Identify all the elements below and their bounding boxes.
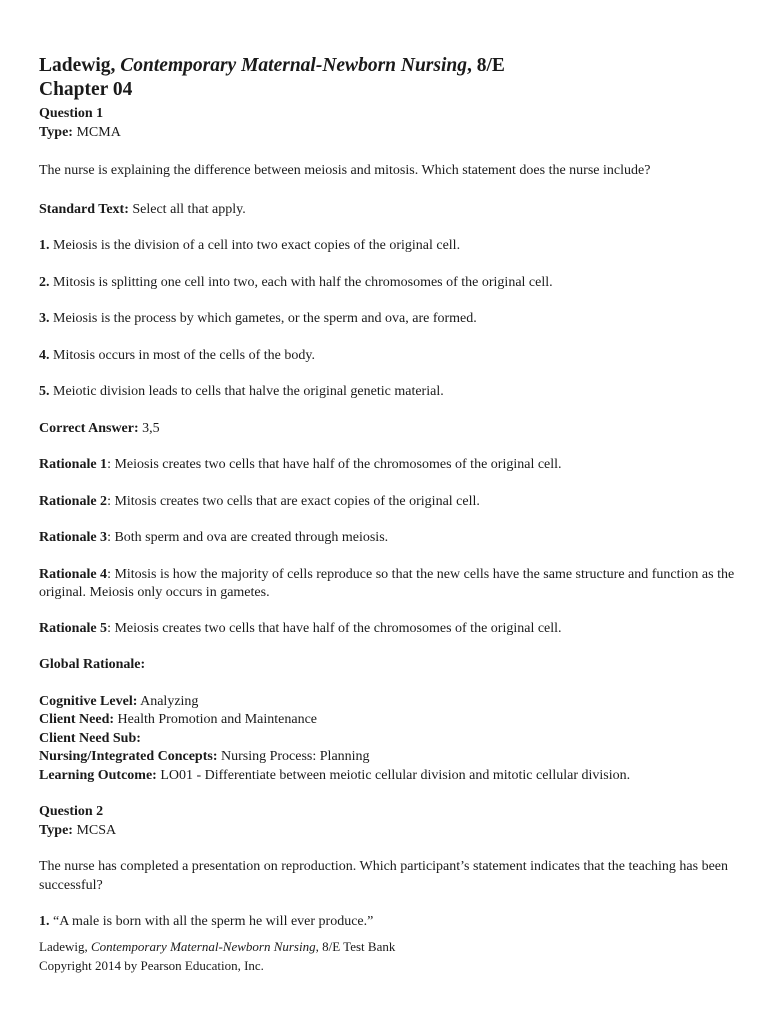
footer-copyright: Copyright 2014 by Pearson Education, Inc.	[39, 957, 264, 973]
rationale: Rationale 2: Mitosis creates two cells that are exact copies of the original cell.	[39, 493, 480, 509]
document-page	[39, 54, 739, 932]
question-1-label: Question 1	[39, 106, 104, 121]
question-2-stem: The nurse has completed a presentation on reproduction. Which participant’s statement indicates that the teaching has been successful?	[39, 859, 729, 893]
answer-option: 2. Mitosis is splitting one cell into two, each with half the chromosomes of the original cell.	[39, 274, 553, 290]
question-1-type: Type: MCMA	[39, 124, 121, 140]
answer-option: 1. Meiosis is the division of a cell into two exact copies of the original cell.	[39, 238, 461, 253]
book-title-line: Ladewig, Contemporary Maternal-Newborn Nursing, 8/E	[39, 55, 505, 76]
book-title: Contemporary Maternal-Newborn Nursing	[120, 55, 467, 76]
footer-book-line: Ladewig, Contemporary Maternal-Newborn Nursing, 8/E Test Bank	[39, 939, 396, 954]
rationale: Rationale 5: Meiosis creates two cells that have half of the chromosomes of the original cell.	[39, 620, 562, 636]
question-2-type: Type: MCSA	[39, 822, 117, 838]
learning-outcome: Learning Outcome: LO01 - Differentiate between meiotic cellular division and mitotic cellular division.	[39, 767, 631, 783]
question-2-label: Question 2	[39, 804, 104, 819]
answer-option: 4. Mitosis occurs in most of the cells of the body.	[39, 347, 315, 363]
client-need-sub: Client Need Sub:	[39, 730, 141, 746]
rationale: Rationale 3: Both sperm and ova are created through meiosis.	[39, 530, 389, 545]
global-rationale-label: Global Rationale:	[39, 657, 146, 672]
answer-option: 5. Meiotic division leads to cells that halve the original genetic material.	[39, 384, 444, 399]
standard-text: Standard Text: Select all that apply.	[39, 201, 246, 217]
chapter-title: Chapter 04	[39, 79, 133, 100]
footer-book-title: Contemporary Maternal-Newborn Nursing	[90, 939, 316, 954]
rationale: Rationale 4: Mitosis is how the majority of cells reproduce so that the new cells have the same structure and function as the original. Meiosis only occurs in gametes.	[39, 566, 735, 600]
question-1-stem: The nurse is explaining the difference between meiosis and mitosis. Which statement does the nurse include?	[39, 163, 651, 178]
answer-option: 1. “A male is born with all the sperm he will ever produce.”	[39, 914, 374, 929]
answer-option: 3. Meiosis is the process by which gametes, or the sperm and ova, are formed.	[39, 311, 477, 326]
page-footer	[39, 938, 395, 975]
correct-answer: Correct Answer: 3,5	[39, 420, 160, 436]
cognitive-level: Cognitive Level: Analyzing	[39, 693, 199, 709]
client-need: Client Need: Health Promotion and Maintenance	[39, 712, 317, 727]
rationale: Rationale 1: Meiosis creates two cells that have half of the chromosomes of the original cell.	[39, 457, 562, 472]
nursing-concepts: Nursing/Integrated Concepts: Nursing Process: Planning	[39, 749, 370, 764]
